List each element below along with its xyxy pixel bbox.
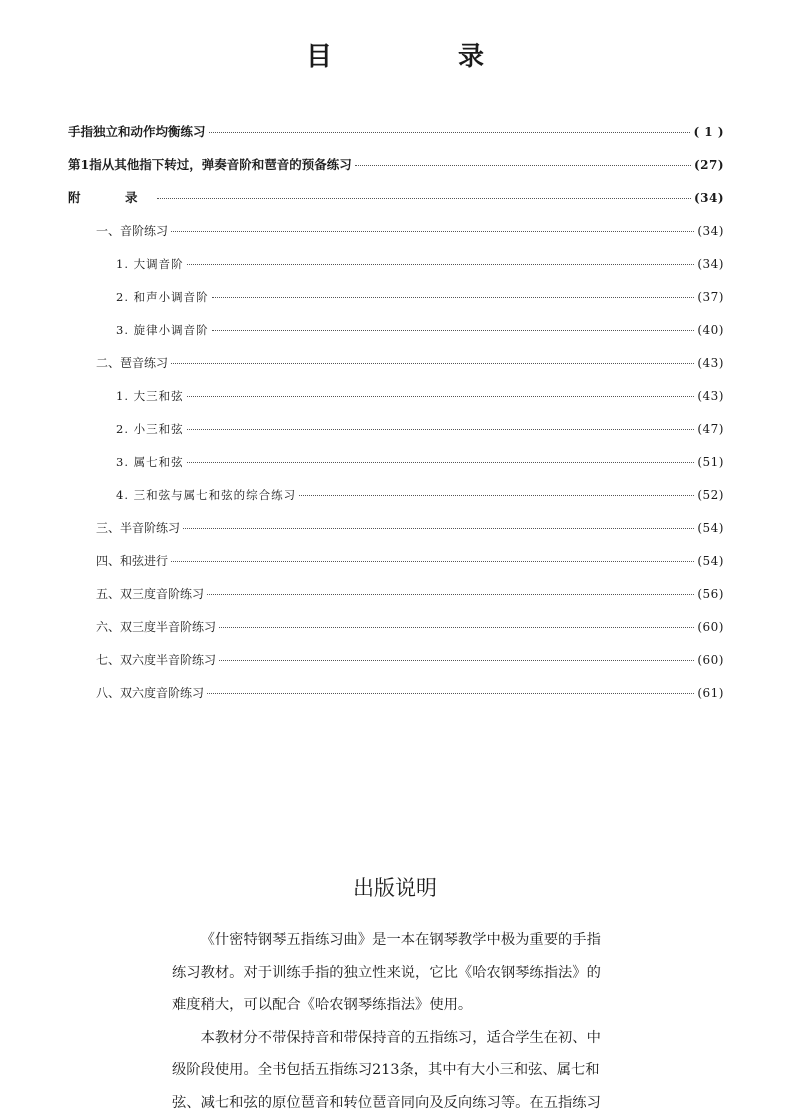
toc-entry-label: 手指独立和动作均衡练习 (68, 120, 206, 144)
toc-entry-page: (60) (697, 615, 724, 639)
toc-entry (68, 582, 724, 615)
toc-dot-leader (219, 627, 694, 628)
toc-dot-leader (212, 297, 695, 298)
toc-dot-leader (157, 198, 691, 199)
toc-entry (68, 516, 724, 549)
toc-entry (68, 450, 724, 483)
toc-entry-page: ( 1 ) (693, 120, 724, 144)
toc-entry-label: 4. 三和弦与属七和弦的综合练习 (116, 483, 296, 507)
paragraph-line: 练习教材。对于训练手指的独立性来说，它比《哈农钢琴练指法》的 (172, 957, 620, 990)
toc-dot-leader (207, 693, 694, 694)
toc-dot-leader (219, 660, 694, 661)
toc-dot-leader (187, 396, 695, 397)
toc-dot-leader (355, 165, 691, 166)
toc-entry-label: 附 录 (68, 186, 154, 210)
toc-entry (68, 417, 724, 450)
toc-dot-leader (187, 429, 695, 430)
toc-entry (68, 153, 724, 186)
toc-dot-leader (171, 231, 694, 232)
paragraph (172, 924, 620, 1022)
toc-dot-leader (209, 132, 691, 133)
publication-note-title: 出版说明 (0, 872, 790, 902)
toc-entry-page: (37) (697, 285, 724, 309)
table-of-contents (68, 120, 724, 714)
toc-entry (68, 648, 724, 681)
toc-entry (68, 120, 724, 153)
paragraph-line: 《什密特钢琴五指练习曲》是一本在钢琴教学中极为重要的手指 (172, 924, 620, 957)
toc-entry-page: (60) (697, 648, 724, 672)
toc-dot-leader (299, 495, 694, 496)
toc-entry-page: (34) (694, 186, 724, 210)
toc-entry (68, 615, 724, 648)
toc-entry (68, 384, 724, 417)
toc-entry-label: 3. 旋律小调音阶 (116, 318, 209, 342)
toc-entry-page: (51) (697, 450, 724, 474)
toc-entry-label: 第1指从其他指下转过，弹奏音阶和琶音的预备练习 (68, 153, 352, 177)
toc-entry-label: 1. 大三和弦 (116, 384, 184, 408)
toc-entry-label: 五、双三度音阶练习 (96, 582, 204, 606)
toc-entry-page: (43) (697, 384, 724, 408)
toc-entry-page: (52) (697, 483, 724, 507)
toc-entry-page: (61) (697, 681, 724, 705)
toc-entry-label: 八、双六度音阶练习 (96, 681, 204, 705)
toc-entry-label: 1. 大调音阶 (116, 252, 184, 276)
toc-entry-label: 2. 和声小调音阶 (116, 285, 209, 309)
toc-entry (68, 351, 724, 384)
toc-entry-label: 四、和弦进行 (96, 549, 168, 573)
toc-entry-page: (34) (697, 252, 724, 276)
toc-dot-leader (171, 363, 694, 364)
toc-entry-label: 六、双三度半音阶练习 (96, 615, 216, 639)
toc-entry (68, 252, 724, 285)
toc-dot-leader (187, 462, 695, 463)
paragraph-line: 难度稍大，可以配合《哈农钢琴练指法》使用。 (172, 989, 620, 1022)
toc-entry (68, 483, 724, 516)
toc-entry-label: 二、琶音练习 (96, 351, 168, 375)
paragraph-line: 本教材分不带保持音和带保持音的五指练习，适合学生在初、中 (172, 1022, 620, 1055)
paragraph-line: 级阶段使用。全书包括五指练习213条，其中有大小三和弦、属七和 (172, 1054, 620, 1087)
toc-entry-label: 三、半音阶练习 (96, 516, 180, 540)
toc-entry-page: (40) (697, 318, 724, 342)
toc-entry (68, 318, 724, 351)
toc-entry-page: (27) (694, 153, 724, 177)
toc-entry-label: 一、音阶练习 (96, 219, 168, 243)
toc-entry-page: (47) (697, 417, 724, 441)
toc-dot-leader (187, 264, 695, 265)
toc-entry-page: (54) (697, 516, 724, 540)
toc-entry-page: (34) (697, 219, 724, 243)
toc-entry-label: 2. 小三和弦 (116, 417, 184, 441)
toc-title: 目 录 (0, 36, 790, 73)
toc-entry-page: (54) (697, 549, 724, 573)
toc-dot-leader (207, 594, 694, 595)
paragraph-line: 弦、减七和弦的原位琶音和转位琶音同向及反向练习等。在五指练习 (172, 1087, 620, 1119)
paragraph (172, 1022, 620, 1119)
toc-entry (68, 219, 724, 252)
toc-entry (68, 285, 724, 318)
toc-dot-leader (212, 330, 695, 331)
toc-dot-leader (183, 528, 694, 529)
toc-entry-label: 七、双六度半音阶练习 (96, 648, 216, 672)
toc-entry-label: 3. 属七和弦 (116, 450, 184, 474)
toc-dot-leader (171, 561, 694, 562)
toc-entry-page: (43) (697, 351, 724, 375)
publication-note-body (172, 924, 620, 1119)
toc-entry (68, 186, 724, 219)
toc-entry (68, 681, 724, 714)
toc-entry-page: (56) (697, 582, 724, 606)
toc-entry (68, 549, 724, 582)
